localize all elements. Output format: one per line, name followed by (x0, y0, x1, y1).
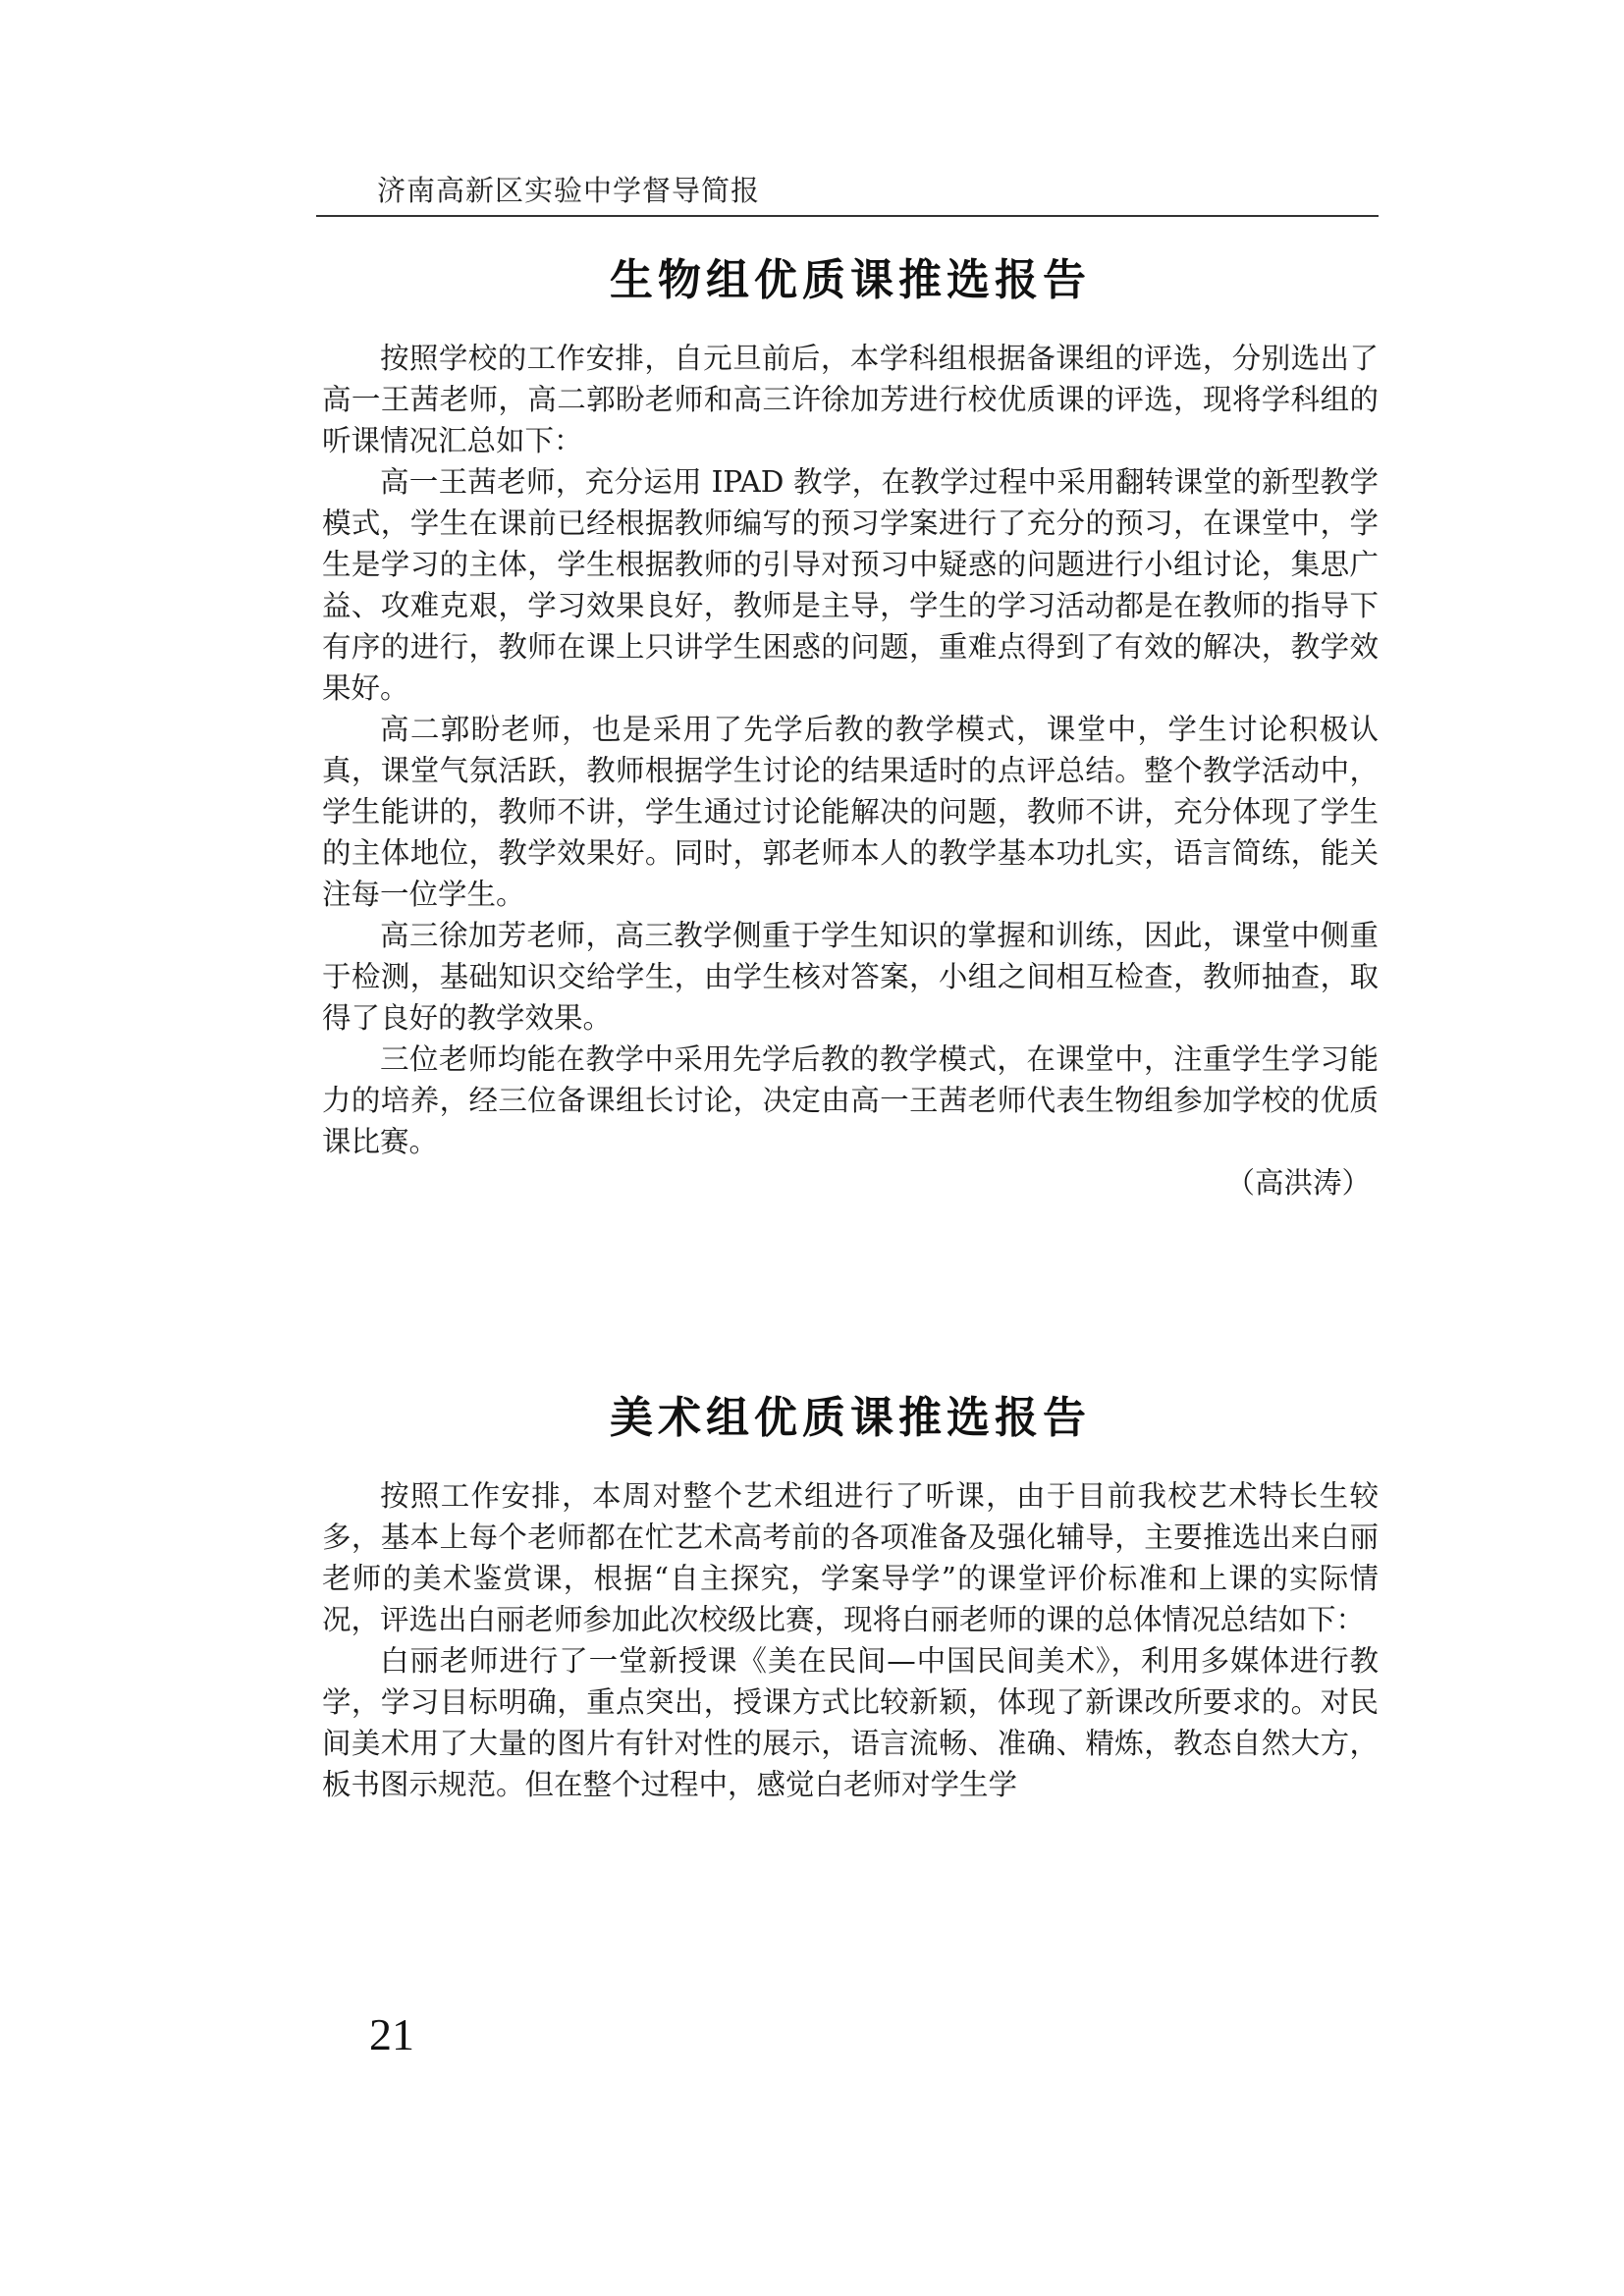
paragraph: 高一王茜老师，充分运用 IPAD 教学，在教学过程中采用翻转课堂的新型教学模式，学生在课前已经根据教师编写的预习学案进行了充分的预习，在课堂中，学生是学习的主体，学生根据教师的引导对预习中疑惑的问题进行小组讨论，集思广益、攻难克艰，学习效果良好，教师是主导，学生的学习活动都是在教师的指导下有序的进行，教师在课上只讲学生困惑的问题，重难点得到了有效的解决，教学效果好。 (322, 465, 1379, 705)
header-rule (316, 215, 1379, 217)
article-biology (322, 249, 1379, 1203)
article-title: 美术组优质课推选报告 (610, 1393, 1091, 1443)
page-number: 21 (369, 2009, 414, 2059)
paragraph: 高三徐加芳老师，高三教学侧重于学生知识的掌握和训练，因此，课堂中侧重于检测，基础知识交给学生，由学生核对答案，小组之间相互检查，教师抽查，取得了良好的教学效果。 (322, 919, 1379, 1035)
article-art (322, 1387, 1379, 1805)
article-title: 生物组优质课推选报告 (610, 255, 1091, 305)
running-header-title: 济南高新区实验中学督导简报 (377, 174, 761, 207)
paragraph: 按照工作安排，本周对整个艺术组进行了听课，由于目前我校艺术特长生较多，基本上每个老师都在忙艺术高考前的各项准备及强化辅导，主要推选出来白丽老师的美术鉴赏课，根据“自主探究，学案导学”的课堂评价标准和上课的实际情况，评选出白丽老师参加此次校级比赛，现将白丽老师的课的总体情况总结如下： (322, 1479, 1379, 1636)
article-author: （高洪涛） (1225, 1166, 1371, 1200)
paragraph: 白丽老师进行了一堂新授课《美在民间—中国民间美术》，利用多媒体进行教学，学习目标明确，重点突出，授课方式比较新颖，体现了新课改所要求的。对民间美术用了大量的图片有针对性的展示，语言流畅、准确、精炼，教态自然大方，板书图示规范。但在整个过程中，感觉白老师对学生学 (322, 1644, 1379, 1801)
paragraph: 按照学校的工作安排，自元旦前后，本学科组根据备课组的评选，分别选出了高一王茜老师，高二郭盼老师和高三许徐加芳进行校优质课的评选，现将学科组的听课情况汇总如下： (322, 342, 1379, 457)
paragraph: 三位老师均能在教学中采用先学后教的教学模式，在课堂中，注重学生学习能力的培养，经三位备课组长讨论，决定由高一王茜老师代表生物组参加学校的优质课比赛。 (322, 1042, 1379, 1158)
paragraph: 高二郭盼老师，也是采用了先学后教的教学模式，课堂中，学生讨论积极认真，课堂气氛活跃，教师根据学生讨论的结果适时的点评总结。整个教学活动中，学生能讲的，教师不讲，学生通过讨论能解决的问题，教师不讲，充分体现了学生的主体地位，教学效果好。同时，郭老师本人的教学基本功扎实，语言简练，能关注每一位学生。 (322, 713, 1379, 911)
